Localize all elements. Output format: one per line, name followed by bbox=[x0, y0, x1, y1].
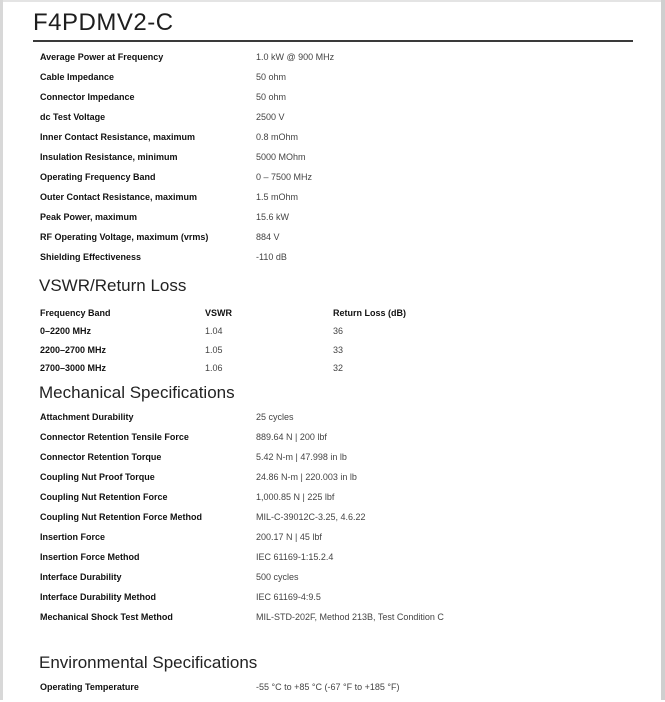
spec-row bbox=[40, 172, 620, 192]
spec-label: Coupling Nut Proof Torque bbox=[40, 472, 155, 482]
column-header-vswr: VSWR bbox=[205, 308, 232, 318]
spec-value: 1,000.85 N | 225 lbf bbox=[256, 492, 335, 502]
table-cell-vswr: 1.04 bbox=[205, 326, 223, 336]
spec-label: Cable Impedance bbox=[40, 72, 115, 82]
spec-row bbox=[40, 682, 620, 702]
spec-row bbox=[40, 52, 620, 72]
spec-row bbox=[40, 412, 620, 432]
spec-value: 889.64 N | 200 lbf bbox=[256, 432, 327, 442]
spec-value: 50 ohm bbox=[256, 72, 287, 82]
spec-label: Peak Power, maximum bbox=[40, 212, 138, 222]
spec-value: 500 cycles bbox=[256, 572, 299, 582]
spec-label: Outer Contact Resistance, maximum bbox=[40, 192, 198, 202]
page-top-edge bbox=[0, 0, 665, 2]
spec-row bbox=[40, 112, 620, 132]
mechanical-heading: Mechanical Specifications bbox=[39, 383, 235, 402]
page-left-edge bbox=[0, 0, 3, 700]
column-header-return-loss: Return Loss (dB) bbox=[333, 308, 406, 318]
spec-row bbox=[40, 612, 620, 632]
spec-value: 50 ohm bbox=[256, 92, 287, 102]
title-divider bbox=[33, 40, 633, 42]
spec-label: Connector Impedance bbox=[40, 92, 135, 102]
environmental-heading: Environmental Specifications bbox=[39, 653, 258, 672]
spec-row bbox=[40, 132, 620, 152]
spec-label: Connector Retention Torque bbox=[40, 452, 162, 462]
spec-label: Operating Temperature bbox=[40, 682, 139, 692]
spec-value: 1.0 kW @ 900 MHz bbox=[256, 52, 335, 62]
spec-label: Attachment Durability bbox=[40, 412, 134, 422]
spec-label: Insulation Resistance, minimum bbox=[40, 152, 178, 162]
spec-label: Insertion Force Method bbox=[40, 552, 140, 562]
spec-row bbox=[40, 572, 620, 592]
spec-label: Inner Contact Resistance, maximum bbox=[40, 132, 196, 142]
spec-row bbox=[40, 472, 620, 492]
product-title: F4PDMV2-C bbox=[33, 9, 174, 36]
table-cell-return-loss: 32 bbox=[333, 363, 344, 373]
spec-row bbox=[40, 92, 620, 112]
spec-row bbox=[40, 192, 620, 212]
spec-label: Connector Retention Tensile Force bbox=[40, 432, 189, 442]
spec-label: Interface Durability bbox=[40, 572, 122, 582]
spec-label: Coupling Nut Retention Force Method bbox=[40, 512, 202, 522]
spec-value: 0.8 mOhm bbox=[256, 132, 299, 142]
table-cell-band: 0–2200 MHz bbox=[40, 326, 92, 336]
spec-value: 200.17 N | 45 lbf bbox=[256, 532, 322, 542]
spec-value: 0 – 7500 MHz bbox=[256, 172, 313, 182]
spec-row bbox=[40, 72, 620, 92]
spec-label: Operating Frequency Band bbox=[40, 172, 156, 182]
spec-row bbox=[40, 152, 620, 172]
spec-value: 15.6 kW bbox=[256, 212, 290, 222]
spec-value: IEC 61169-4:9.5 bbox=[256, 592, 321, 602]
table-cell-vswr: 1.05 bbox=[205, 345, 223, 355]
spec-label: Insertion Force bbox=[40, 532, 106, 542]
spec-label: Coupling Nut Retention Force bbox=[40, 492, 168, 502]
spec-value: IEC 61169-1:15.2.4 bbox=[256, 552, 334, 562]
spec-value: 24.86 N-m | 220.003 in lb bbox=[256, 472, 357, 482]
spec-row bbox=[40, 452, 620, 472]
table-cell-vswr: 1.06 bbox=[205, 363, 223, 373]
spec-label: RF Operating Voltage, maximum (vrms) bbox=[40, 232, 209, 242]
spec-row bbox=[40, 232, 620, 252]
table-cell-band: 2700–3000 MHz bbox=[40, 363, 107, 373]
spec-value: -55 °C to +85 °C (-67 °F to +185 °F) bbox=[256, 682, 400, 692]
spec-value: 2500 V bbox=[256, 112, 285, 122]
spec-row bbox=[40, 512, 620, 532]
spec-label: Mechanical Shock Test Method bbox=[40, 612, 173, 622]
spec-value: 25 cycles bbox=[256, 412, 294, 422]
spec-label: Interface Durability Method bbox=[40, 592, 157, 602]
spec-row bbox=[40, 592, 620, 612]
spec-value: MIL-C-39012C-3.25, 4.6.22 bbox=[256, 512, 366, 522]
table-cell-return-loss: 36 bbox=[333, 326, 344, 336]
spec-row bbox=[40, 252, 620, 272]
spec-value: -110 dB bbox=[256, 252, 287, 262]
spec-row bbox=[40, 552, 620, 572]
spec-value: 5000 MOhm bbox=[256, 152, 306, 162]
page-right-edge bbox=[661, 0, 665, 700]
column-header-frequency-band: Frequency Band bbox=[40, 308, 111, 318]
table-cell-band: 2200–2700 MHz bbox=[40, 345, 107, 355]
spec-value: 1.5 mOhm bbox=[256, 192, 299, 202]
spec-value: 884 V bbox=[256, 232, 280, 242]
spec-row bbox=[40, 432, 620, 452]
spec-row bbox=[40, 492, 620, 512]
spec-label: Shielding Effectiveness bbox=[40, 252, 142, 262]
table-cell-return-loss: 33 bbox=[333, 345, 344, 355]
spec-label: dc Test Voltage bbox=[40, 112, 106, 122]
spec-row bbox=[40, 212, 620, 232]
spec-label: Average Power at Frequency bbox=[40, 52, 164, 62]
spec-row bbox=[40, 532, 620, 552]
spec-value: 5.42 N-m | 47.998 in lb bbox=[256, 452, 347, 462]
vswr-heading: VSWR/Return Loss bbox=[39, 276, 187, 295]
spec-value: MIL-STD-202F, Method 213B, Test Condition C bbox=[256, 612, 444, 622]
